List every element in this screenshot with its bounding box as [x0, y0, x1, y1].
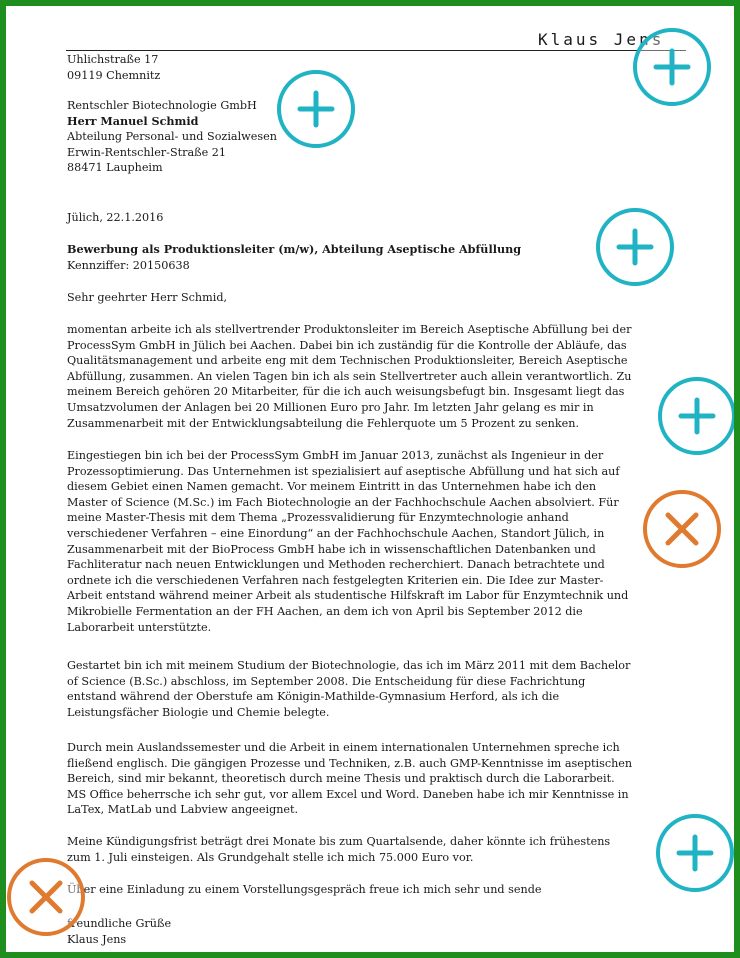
recipient-person: Herr Manuel Schmid [67, 113, 199, 128]
plus-icon [637, 32, 707, 102]
paragraph-line: Bereich, sind mir bekannt, theoretisch durch meine Thesis und praktisch durch die Laborarbeit. [67, 772, 615, 786]
closing-block [67, 916, 171, 947]
paragraph-line: Umsatzvolumen der Anlagen bei 20 Millionen Euro pro Jahr. Im letzten Jahr gelang es mir in [67, 400, 594, 414]
sender-name: Klaus Jens [538, 30, 665, 49]
plus-badge[interactable] [633, 28, 711, 106]
recipient-city: 88471 Laupheim [67, 161, 163, 175]
paragraph-line: of Science (B.Sc.) abschloss, im September 2008. Die Entscheidung für diese Fachrichtung [67, 674, 586, 688]
letter-date: Jülich, 22.1.2016 [67, 211, 164, 224]
plus-badge[interactable] [656, 814, 734, 892]
paragraph-line: MS Office beherrsche ich sehr gut, vor allem Excel und Word. Daneben habe ich mir Kenntnisse in [67, 787, 629, 801]
plus-icon [600, 212, 670, 282]
paragraph-line: Durch mein Auslandssemester und die Arbeit in einem internationalen Unternehmen spreche ich [67, 741, 620, 754]
paragraph-line: meinem Bereich gehören 20 Mitarbeiter, für die ich auch weisungsbefugt bin. Insgesamt liegt das [67, 385, 625, 399]
recipient-street: Erwin-Rentschler-Straße 21 [67, 145, 227, 159]
paragraph-line: Über eine Einladung zu einem Vorstellungsgespräch freue ich mich sehr und sende [67, 883, 542, 896]
reference-number: Kennziffer: 20150638 [67, 258, 190, 272]
paragraph-line: Zusammenarbeit mit der BioProcess GmbH habe ich in wissenschaftlichen Datenbanken und [67, 542, 596, 556]
plus-icon [660, 818, 730, 888]
letter-subject: Bewerbung als Produktionsleiter (m/w), Abteilung Aseptische Abfüllung [67, 242, 522, 256]
salutation: Sehr geehrter Herr Schmid, [67, 291, 228, 304]
header-rule [66, 50, 686, 51]
plus-icon [662, 381, 732, 451]
paragraph-line: Zusammenarbeit mit der Entwicklungsabteilung die Fehlerquote um 5 Prozent zu senken. [67, 416, 580, 430]
recipient-address [67, 98, 277, 176]
paragraph-line: zum 1. Juli einsteigen. Als Grundgehalt stelle ich mich 75.000 Euro vor. [67, 850, 474, 864]
sender-street: Uhlichstraße 17 [67, 53, 159, 66]
plus-badge[interactable] [658, 377, 734, 455]
paragraph-line: fließend englisch. Die gängigen Prozesse und Techniken, z.B. auch GMP-Kenntnisse im aseptischen [67, 756, 633, 770]
paragraph-line: entstand während der Oberstufe am Königin-Mathilde-Gymnasium Herford, als ich die [67, 690, 560, 704]
signature-name: Klaus Jens [67, 932, 127, 946]
cross-icon [11, 862, 81, 932]
paragraph-line: Master of Science (M.Sc.) im Fach Biotechnologie an der Fachhochschule Aachen absolviert. Für [67, 495, 619, 509]
paragraph-line: Prozessoptimierung. Das Unternehmen ist spezialisiert auf aseptische Abfüllung und hat sich auf [67, 464, 620, 478]
paragraph-line: Meine Kündigungsfrist beträgt drei Monate bis zum Quartalsende, daher könnte ich frühestens [67, 835, 611, 848]
paragraph-line: ordnete ich die verschiedenen Verfahren nach festgelegten Kriterien ein. Die Idee zur Master- [67, 573, 604, 587]
paragraph-line: ProcessSym GmbH in Jülich bei Aachen. Dabei bin ich zuständig für die Kontrolle der Abläufe, das [67, 338, 627, 352]
paragraph-line: Fachliteratur nach neuen Entwicklungen und Methoden recherchiert. Danach betrachtete und [67, 558, 605, 572]
closing-phrase: freundliche Grüße [67, 917, 172, 930]
paragraph-line: Arbeit entstand während meiner Arbeit als studentische Hilfskraft im Labor für Enzymtechnik und [67, 589, 629, 603]
cross-badge[interactable] [643, 490, 721, 568]
paragraph-studies [67, 658, 687, 720]
paragraph-line: Qualitätsmanagement und arbeite eng mit dem Technischen Produktionsleiter, Bereich Aseptische [67, 354, 628, 368]
paragraph-line: diesem Gebiet einen Namen gemacht. Vor meinem Eintritt in das Unternehmen habe ich den [67, 480, 597, 494]
sender-city: 09119 Chemnitz [67, 68, 161, 82]
paragraph-line: Abfüllung, zusammen. An vielen Tagen bin ich als sein Stellvertreter auch allein verantwortlich. Zu [67, 369, 632, 383]
paragraph-line: Eingestiegen bin ich bei der ProcessSym GmbH im Januar 2013, zunächst als Ingenieur in der [67, 449, 604, 462]
plus-icon [281, 74, 351, 144]
paragraph-line: LaTex, MatLab und Labview angeeignet. [67, 803, 299, 817]
paragraph-line: momentan arbeite ich als stellvertrender Produktonsleiter im Bereich Aseptische Abfüllung bei der [67, 323, 632, 336]
plus-badge[interactable] [277, 70, 355, 148]
paragraph-line: meine Master-Thesis mit dem Thema „Prozessvalidierung für Enzymtechnologie anhand [67, 511, 569, 525]
paragraph-line: Mikrobielle Fermentation an der FH Aachen, an dem ich von April bis September 2012 die [67, 604, 583, 618]
cross-badge[interactable] [7, 858, 85, 936]
letter-page [6, 6, 734, 952]
paragraph-career-start [67, 448, 687, 635]
recipient-department: Abteilung Personal- und Sozialwesen [67, 130, 277, 144]
sender-address [67, 52, 160, 83]
subject-block [67, 242, 521, 273]
recipient-company: Rentschler Biotechnologie GmbH [67, 99, 257, 112]
cross-icon [647, 494, 717, 564]
paragraph-availability [67, 834, 687, 865]
paragraph-skills [67, 740, 687, 818]
paragraph-line: Laborarbeit unterstützte. [67, 620, 212, 634]
plus-badge[interactable] [596, 208, 674, 286]
paragraph-current-role [67, 322, 687, 431]
paragraph-line: verschiedener Verfahren – eine Einordung“ an der Fachhochschule Aachen, Standort Jülich, in [67, 526, 605, 540]
paragraph-line: Gestartet bin ich mit meinem Studium der Biotechnologie, das ich im März 2011 mit dem Bachelor [67, 659, 631, 672]
paragraph-line: Leistungsfächer Biologie und Chemie belegte. [67, 705, 330, 719]
paragraph-invitation [67, 882, 687, 898]
